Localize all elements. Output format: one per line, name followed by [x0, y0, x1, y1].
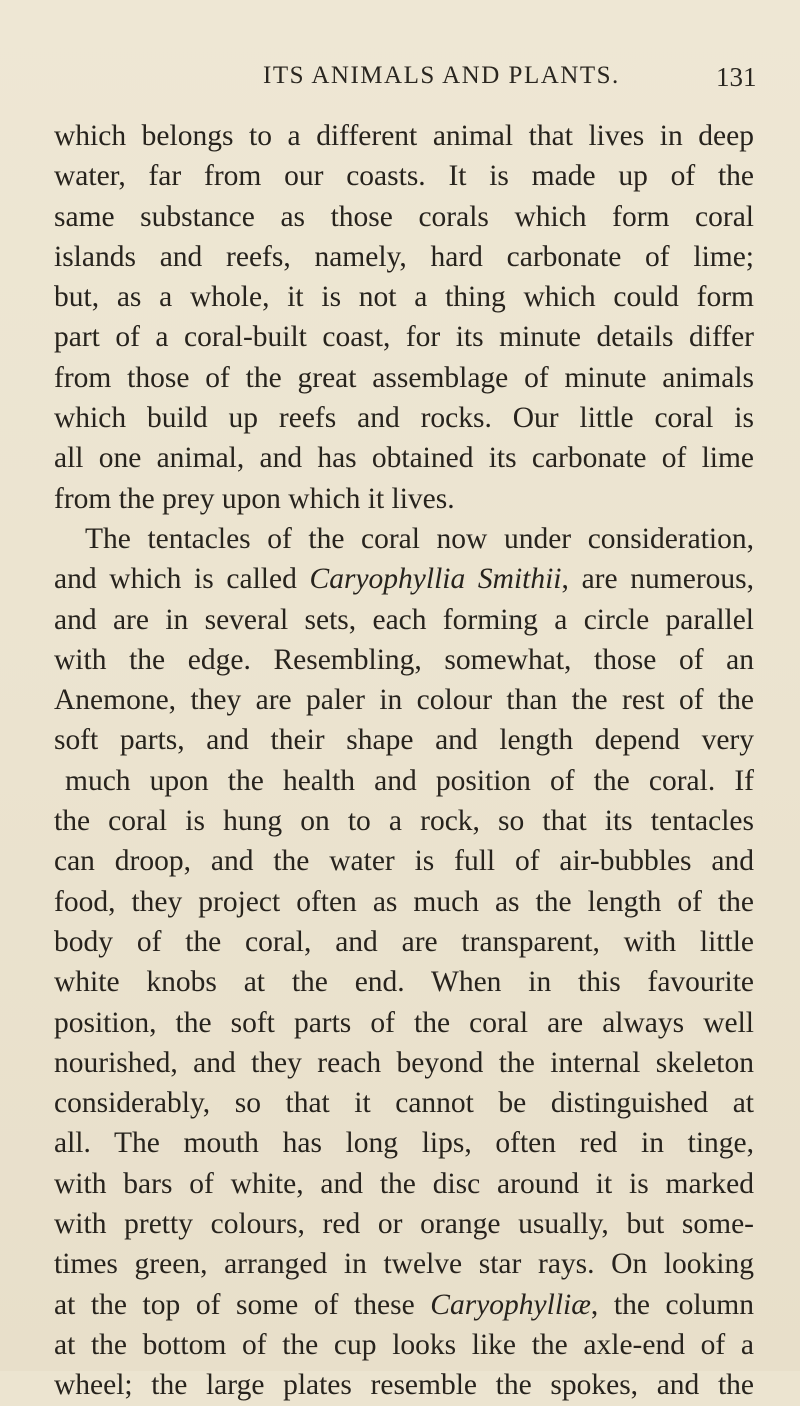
text-line: food, they project often as much as the length of the — [54, 885, 754, 918]
text-line: islands and reefs, namely, hard carbonate of lime; — [54, 240, 754, 273]
text-line: times green, arranged in twelve star rays. On looking — [54, 1248, 754, 1281]
text-line-with-italic — [54, 1285, 754, 1325]
text-line: with the edge. Resembling, somewhat, those of an — [54, 643, 754, 676]
page-number: 131 — [716, 62, 757, 92]
text-run: at the top of some of these — [54, 1288, 431, 1321]
text-line: nourished, and they reach beyond the internal skeleton — [54, 1046, 754, 1079]
text-line: much upon the health and position of the coral. If — [65, 764, 754, 797]
text-line-with-italic — [54, 559, 754, 599]
paragraph-end-line: from the prey upon which it lives. — [54, 482, 455, 515]
paragraph-start-line: The tentacles of the coral now under consideration, — [85, 522, 754, 555]
text-line: water, far from our coasts. It is made up of the — [54, 160, 754, 193]
text-line: position, the soft parts of the coral are always well — [54, 1006, 754, 1039]
text-line: and are in several sets, each forming a circle parallel — [54, 603, 754, 636]
text-line: at the bottom of the cup looks like the axle-end of a — [54, 1328, 754, 1361]
text-line: white knobs at the end. When in this favourite — [54, 966, 754, 999]
text-line: with pretty colours, red or orange usually, but some- — [54, 1208, 754, 1241]
text-run: , the column — [590, 1288, 754, 1321]
text-line: can droop, and the water is full of air-bubbles and — [54, 845, 754, 878]
text-line: all one animal, and has obtained its carbonate of lime — [54, 442, 754, 475]
text-line: but, as a whole, it is not a thing which could form — [54, 281, 754, 314]
text-run: and which is called — [54, 563, 310, 596]
species-name: Caryophyllia Smithii — [309, 563, 562, 596]
body-text — [54, 116, 754, 1406]
text-line: wheel; the large plates resemble the spokes, and the — [54, 1369, 754, 1402]
running-title: ITS ANIMALS AND PLANTS. — [263, 62, 620, 89]
text-line: from those of the great assemblage of minute animals — [54, 361, 754, 394]
text-line: body of the coral, and are transparent, with little — [54, 925, 754, 958]
text-line: all. The mouth has long lips, often red in tinge, — [54, 1127, 754, 1160]
text-line: with bars of white, and the disc around it is marked — [54, 1167, 754, 1200]
text-line: the coral is hung on to a rock, so that its tentacles — [54, 805, 754, 838]
text-line: soft parts, and their shape and length depend very — [54, 724, 754, 757]
text-line: same substance as those corals which form coral — [54, 200, 754, 233]
running-head — [0, 62, 800, 102]
species-name: Caryophylliæ — [430, 1288, 591, 1321]
text-line: which build up reefs and rocks. Our little coral is — [54, 402, 754, 435]
text-line: part of a coral-built coast, for its minute details differ — [54, 321, 754, 354]
text-line: considerably, so that it cannot be distinguished at — [54, 1087, 754, 1120]
text-run: , are numerous, — [561, 563, 754, 596]
text-line: which belongs to a different animal that lives in deep — [54, 120, 754, 152]
text-line: Anemone, they are paler in colour than the rest of the — [54, 684, 754, 717]
